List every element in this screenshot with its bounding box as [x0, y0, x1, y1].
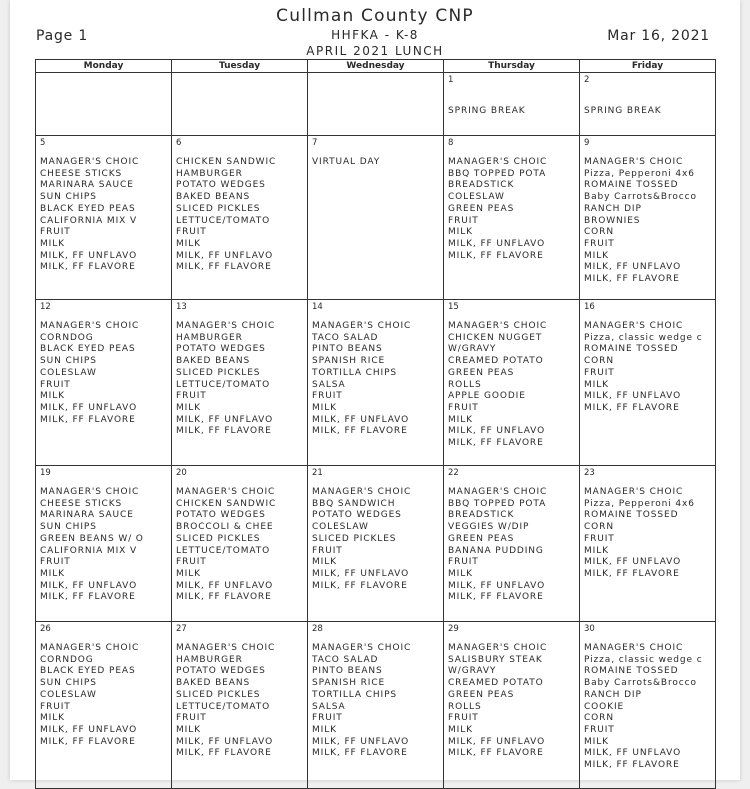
- menu-item: MILK, FF FLAVORE: [176, 262, 272, 273]
- menu-item: FRUIT: [176, 557, 207, 568]
- day-cell: [444, 73, 580, 136]
- menu-items: [312, 321, 443, 438]
- menu-item: GREEN PEAS: [448, 203, 515, 214]
- menu-item: MILK: [584, 379, 609, 390]
- menu-item: Baby Carrots&Brocco: [584, 678, 697, 689]
- menu-item: MILK, FF UNFLAVO: [312, 736, 410, 747]
- menu-item: MILK, FF FLAVORE: [40, 592, 136, 603]
- menu-item: BREADSTICK: [448, 180, 515, 191]
- day-cell: [580, 622, 716, 789]
- menu-item: SUN CHIPS: [40, 678, 97, 689]
- menu-item: MANAGER'S CHOIC: [312, 643, 412, 653]
- menu-item: CALIFORNIA MIX V: [40, 545, 138, 556]
- menu-item: VIRTUAL DAY: [312, 157, 381, 167]
- menu-item: SALISBURY STEAK: [448, 654, 543, 665]
- page-title: Cullman County CNP: [276, 6, 474, 26]
- menu-item: MILK, FF UNFLAVO: [448, 580, 546, 591]
- menu-item: MILK, FF FLAVORE: [40, 414, 136, 425]
- menu-items: [176, 643, 307, 760]
- menu-item: MILK, FF FLAVORE: [312, 426, 408, 437]
- program-subtitle: HHFKA - K-8: [331, 28, 419, 42]
- day-cell: [308, 300, 444, 466]
- menu-items: [584, 321, 715, 415]
- menu-items: [584, 94, 715, 117]
- menu-item: Pizza, Pepperoni 4x6: [584, 168, 695, 179]
- menu-item: HAMBURGER: [176, 332, 243, 343]
- menu-item: CREAMED POTATO: [448, 356, 544, 367]
- menu-items: [176, 321, 307, 438]
- day-cell: [172, 73, 308, 136]
- menu-item: MILK, FF FLAVORE: [40, 736, 136, 747]
- day-number: [40, 75, 171, 85]
- menu-item: ROLLS: [448, 701, 482, 712]
- menu-item: FRUIT: [584, 533, 615, 544]
- menu-item: MILK, FF FLAVORE: [312, 748, 408, 759]
- day-number: 16: [584, 302, 595, 312]
- menu-item: MILK, FF UNFLAVO: [176, 736, 274, 747]
- menu-item: COLESLAW: [312, 522, 369, 533]
- menu-item: SPRING BREAK: [584, 105, 662, 116]
- day-cell: [580, 300, 716, 466]
- menu-item: MILK: [448, 568, 473, 579]
- menu-item: FRUIT: [40, 557, 71, 568]
- menu-item: BREADSTICK: [448, 510, 515, 521]
- menu-item: FRUIT: [176, 391, 207, 402]
- menu-subtitle: APRIL 2021 LUNCH: [306, 44, 444, 58]
- day-cell: [444, 136, 580, 300]
- menu-item: TORTILLA CHIPS: [312, 689, 398, 700]
- menu-item: BAKED BEANS: [176, 356, 251, 367]
- day-cell: [36, 622, 172, 789]
- menu-item: MILK: [176, 238, 201, 249]
- menu-item: MILK, FF UNFLAVO: [448, 426, 546, 437]
- menu-item: Pizza, Pepperoni 4x6: [584, 498, 695, 509]
- weekday-header: Tuesday: [172, 60, 308, 73]
- menu-item: SLICED PICKLES: [176, 689, 261, 700]
- week-row: [36, 300, 716, 466]
- weekday-header: Monday: [36, 60, 172, 73]
- menu-item: COLESLAW: [448, 192, 505, 203]
- menu-item: MANAGER'S CHOIC: [448, 157, 548, 167]
- day-cell: [444, 466, 580, 622]
- menu-item: MILK, FF UNFLAVO: [584, 557, 682, 568]
- menu-items: [448, 643, 579, 760]
- menu-item: BANANA PUDDING: [448, 545, 544, 556]
- menu-item: W/GRAVY: [448, 344, 497, 355]
- menu-item: FRUIT: [312, 391, 343, 402]
- day-cell: [172, 300, 308, 466]
- menu-item: APPLE GOODIE: [448, 391, 526, 402]
- menu-items: [448, 487, 579, 604]
- menu-item: MANAGER'S CHOIC: [176, 487, 276, 497]
- menu-item: MILK, FF FLAVORE: [584, 274, 680, 285]
- menu-item: CORNDOG: [40, 332, 94, 343]
- day-cell: [308, 73, 444, 136]
- day-cell: [444, 622, 580, 789]
- menu-item: MANAGER'S CHOIC: [584, 157, 684, 167]
- menu-item: W/GRAVY: [448, 666, 497, 677]
- menu-item: SPRING BREAK: [448, 105, 526, 116]
- menu-item: MILK: [40, 238, 65, 249]
- menu-item: MILK, FF FLAVORE: [40, 262, 136, 273]
- menu-item: SUN CHIPS: [40, 522, 97, 533]
- menu-item: TACO SALAD: [312, 654, 379, 665]
- menu-items: [448, 157, 579, 262]
- menu-item: LETTUCE/TOMATO: [176, 701, 271, 712]
- menu-item: GREEN PEAS: [448, 367, 515, 378]
- menu-item: FRUIT: [40, 379, 71, 390]
- menu-item: VEGGIES W/DIP: [448, 522, 530, 533]
- menu-item: CHEESE STICKS: [40, 498, 123, 509]
- menu-item: MILK, FF UNFLAVO: [584, 262, 682, 273]
- menu-item: [584, 94, 715, 106]
- menu-item: SPANISH RICE: [312, 356, 386, 367]
- menu-item: LETTUCE/TOMATO: [176, 379, 271, 390]
- menu-item: FRUIT: [312, 713, 343, 724]
- menu-item: TORTILLA CHIPS: [312, 367, 398, 378]
- day-number: 6: [176, 138, 182, 148]
- week-row: [36, 622, 716, 789]
- day-number: 22: [448, 468, 459, 478]
- menu-item: ROMAINE TOSSED: [584, 180, 679, 191]
- week-row: [36, 73, 716, 136]
- menu-item: TACO SALAD: [312, 332, 379, 343]
- menu-item: Pizza, classic wedge c: [584, 654, 703, 665]
- menu-item: BBQ TOPPED POTA: [448, 498, 547, 509]
- calendar-grid: [35, 59, 716, 789]
- menu-item: MILK, FF UNFLAVO: [176, 250, 274, 261]
- weekday-header: Thursday: [444, 60, 580, 73]
- day-number: 26: [40, 624, 51, 634]
- menu-page: [10, 0, 740, 780]
- day-cell: [172, 622, 308, 789]
- menu-item: Baby Carrots&Brocco: [584, 192, 697, 203]
- day-number: 20: [176, 468, 187, 478]
- day-cell: [308, 622, 444, 789]
- menu-item: CHICKEN NUGGET: [448, 332, 543, 343]
- menu-item: MILK, FF FLAVORE: [448, 438, 544, 449]
- day-cell: [36, 73, 172, 136]
- menu-item: GREEN PEAS: [448, 689, 515, 700]
- menu-item: GREEN BEANS W/ O: [40, 533, 144, 544]
- menu-item: FRUIT: [448, 557, 479, 568]
- menu-item: MILK: [584, 545, 609, 556]
- menu-item: MILK: [584, 736, 609, 747]
- weekday-header: Friday: [580, 60, 716, 73]
- menu-item: MILK, FF FLAVORE: [176, 592, 272, 603]
- menu-items: [40, 643, 171, 748]
- menu-item: SLICED PICKLES: [312, 533, 397, 544]
- menu-item: RANCH DIP: [584, 203, 642, 214]
- menu-item: FRUIT: [448, 215, 479, 226]
- day-number: 2: [584, 75, 590, 85]
- menu-item: FRUIT: [40, 227, 71, 238]
- menu-item: MILK: [584, 250, 609, 261]
- day-cell: [308, 136, 444, 300]
- menu-item: COLESLAW: [40, 367, 97, 378]
- menu-item: FRUIT: [584, 367, 615, 378]
- day-number: 14: [312, 302, 323, 312]
- menu-item: FRUIT: [584, 724, 615, 735]
- menu-item: BLACK EYED PEAS: [40, 344, 136, 355]
- menu-item: MANAGER'S CHOIC: [312, 487, 412, 497]
- menu-item: FRUIT: [176, 227, 207, 238]
- menu-item: COOKIE: [584, 701, 625, 712]
- menu-item: MILK, FF FLAVORE: [584, 402, 680, 413]
- menu-item: ROLLS: [448, 379, 482, 390]
- menu-items: [176, 487, 307, 604]
- menu-item: BLACK EYED PEAS: [40, 203, 136, 214]
- menu-item: MILK, FF UNFLAVO: [584, 748, 682, 759]
- day-cell: [580, 466, 716, 622]
- day-cell: [308, 466, 444, 622]
- menu-items: [40, 157, 171, 274]
- menu-item: HAMBURGER: [176, 168, 243, 179]
- menu-item: POTATO WEDGES: [176, 344, 266, 355]
- menu-item: SLICED PICKLES: [176, 367, 261, 378]
- menu-item: MILK: [176, 724, 201, 735]
- day-number: 19: [40, 468, 51, 478]
- menu-item: SLICED PICKLES: [176, 533, 261, 544]
- menu-item: MANAGER'S CHOIC: [448, 643, 548, 653]
- menu-item: CALIFORNIA MIX V: [40, 215, 138, 226]
- menu-item: LETTUCE/TOMATO: [176, 545, 271, 556]
- menu-item: CORN: [584, 227, 614, 238]
- menu-item: MILK, FF UNFLAVO: [40, 250, 138, 261]
- menu-item: MILK, FF UNFLAVO: [40, 580, 138, 591]
- menu-item: MILK: [448, 227, 473, 238]
- day-cell: [580, 136, 716, 300]
- menu-item: BAKED BEANS: [176, 192, 251, 203]
- menu-item: POTATO WEDGES: [176, 666, 266, 677]
- menu-item: MILK: [40, 568, 65, 579]
- day-number: 1: [448, 75, 454, 85]
- menu-item: FRUIT: [448, 402, 479, 413]
- day-number: 27: [176, 624, 187, 634]
- menu-items: [312, 157, 443, 169]
- menu-item: MILK, FF UNFLAVO: [448, 238, 546, 249]
- menu-item: MILK, FF FLAVORE: [176, 426, 272, 437]
- menu-item: MILK, FF UNFLAVO: [176, 414, 274, 425]
- day-number: [312, 75, 443, 85]
- menu-item: MILK, FF UNFLAVO: [176, 580, 274, 591]
- menu-item: GREEN PEAS: [448, 533, 515, 544]
- menu-item: CHEESE STICKS: [40, 168, 123, 179]
- menu-items: [448, 321, 579, 450]
- menu-item: BBQ SANDWICH: [312, 498, 396, 509]
- day-cell: [36, 136, 172, 300]
- menu-item: MILK, FF FLAVORE: [448, 748, 544, 759]
- menu-item: CORN: [584, 522, 614, 533]
- day-cell: [172, 136, 308, 300]
- menu-items: [176, 157, 307, 274]
- menu-item: ROMAINE TOSSED: [584, 510, 679, 521]
- page-number: Page 1: [36, 28, 89, 44]
- menu-item: HAMBURGER: [176, 654, 243, 665]
- menu-item: MANAGER'S CHOIC: [448, 321, 548, 331]
- menu-items: [584, 487, 715, 581]
- menu-item: BROWNIES: [584, 215, 641, 226]
- menu-item: CHICKEN SANDWIC: [176, 498, 277, 509]
- menu-item: PINTO BEANS: [312, 666, 383, 677]
- menu-item: BBQ TOPPED POTA: [448, 168, 547, 179]
- menu-item: SUN CHIPS: [40, 356, 97, 367]
- day-number: 7: [312, 138, 318, 148]
- menu-item: BAKED BEANS: [176, 678, 251, 689]
- menu-item: FRUIT: [448, 713, 479, 724]
- menu-item: SALSA: [312, 379, 346, 390]
- menu-items: [584, 643, 715, 772]
- menu-item: MANAGER'S CHOIC: [584, 643, 684, 653]
- menu-item: ROMAINE TOSSED: [584, 666, 679, 677]
- menu-item: MILK, FF FLAVORE: [176, 748, 272, 759]
- day-cell: [36, 466, 172, 622]
- menu-item: MANAGER'S CHOIC: [40, 643, 140, 653]
- menu-item: MANAGER'S CHOIC: [584, 321, 684, 331]
- day-number: [176, 75, 307, 85]
- menu-item: PINTO BEANS: [312, 344, 383, 355]
- menu-item: MANAGER'S CHOIC: [40, 487, 140, 497]
- menu-item: SLICED PICKLES: [176, 203, 261, 214]
- day-cell: [444, 300, 580, 466]
- week-row: [36, 466, 716, 622]
- menu-items: [448, 94, 579, 117]
- menu-items: [312, 487, 443, 592]
- menu-item: SALSA: [312, 701, 346, 712]
- menu-items: [312, 643, 443, 760]
- menu-item: MILK, FF FLAVORE: [584, 568, 680, 579]
- menu-item: RANCH DIP: [584, 689, 642, 700]
- day-number: 13: [176, 302, 187, 312]
- menu-item: MANAGER'S CHOIC: [448, 487, 548, 497]
- day-number: 28: [312, 624, 323, 634]
- menu-item: MILK: [312, 724, 337, 735]
- menu-item: MANAGER'S CHOIC: [312, 321, 412, 331]
- menu-item: FRUIT: [584, 238, 615, 249]
- menu-items: [40, 487, 171, 604]
- menu-item: FRUIT: [40, 701, 71, 712]
- menu-item: MILK: [448, 724, 473, 735]
- menu-item: MILK: [448, 414, 473, 425]
- menu-items: [40, 321, 171, 426]
- menu-item: CORN: [584, 356, 614, 367]
- menu-item: MARINARA SAUCE: [40, 180, 134, 191]
- week-row: [36, 136, 716, 300]
- weekday-header: Wednesday: [308, 60, 444, 73]
- menu-item: MANAGER'S CHOIC: [176, 321, 276, 331]
- day-number: 29: [448, 624, 459, 634]
- menu-item: COLESLAW: [40, 689, 97, 700]
- menu-item: MILK, FF FLAVORE: [312, 580, 408, 591]
- menu-item: MILK: [176, 568, 201, 579]
- day-number: 12: [40, 302, 51, 312]
- day-number: 5: [40, 138, 46, 148]
- menu-item: MILK, FF UNFLAVO: [448, 736, 546, 747]
- day-cell: [580, 73, 716, 136]
- day-cell: [36, 300, 172, 466]
- menu-item: CREAMED POTATO: [448, 678, 544, 689]
- menu-item: MILK: [312, 557, 337, 568]
- day-number: 23: [584, 468, 595, 478]
- menu-item: Pizza, classic wedge c: [584, 332, 703, 343]
- menu-item: MILK: [312, 402, 337, 413]
- menu-item: FRUIT: [312, 545, 343, 556]
- menu-item: POTATO WEDGES: [176, 180, 266, 191]
- menu-item: MILK, FF FLAVORE: [448, 250, 544, 261]
- day-number: 21: [312, 468, 323, 478]
- day-cell: [172, 466, 308, 622]
- menu-item: MARINARA SAUCE: [40, 510, 134, 521]
- menu-item: SPANISH RICE: [312, 678, 386, 689]
- menu-item: MILK: [40, 391, 65, 402]
- menu-item: MILK, FF UNFLAVO: [312, 568, 410, 579]
- menu-item: CORN: [584, 713, 614, 724]
- menu-item: FRUIT: [176, 713, 207, 724]
- menu-item: MILK, FF FLAVORE: [584, 760, 680, 771]
- menu-item: ROMAINE TOSSED: [584, 344, 679, 355]
- weekday-header-row: [36, 60, 716, 73]
- menu-item: MANAGER'S CHOIC: [176, 643, 276, 653]
- menu-item: POTATO WEDGES: [176, 510, 266, 521]
- menu-item: MILK: [176, 402, 201, 413]
- menu-item: POTATO WEDGES: [312, 510, 402, 521]
- menu-item: MILK, FF FLAVORE: [448, 592, 544, 603]
- menu-item: MANAGER'S CHOIC: [584, 487, 684, 497]
- menu-item: MANAGER'S CHOIC: [40, 321, 140, 331]
- menu-item: CORNDOG: [40, 654, 94, 665]
- menu-item: BLACK EYED PEAS: [40, 666, 136, 677]
- menu-item: BROCCOLI & CHEE: [176, 522, 274, 533]
- menu-item: MILK, FF UNFLAVO: [40, 402, 138, 413]
- day-number: 15: [448, 302, 459, 312]
- menu-item: MILK, FF UNFLAVO: [312, 414, 410, 425]
- day-number: 8: [448, 138, 454, 148]
- day-number: 30: [584, 624, 595, 634]
- menu-item: SUN CHIPS: [40, 192, 97, 203]
- menu-item: MILK, FF UNFLAVO: [584, 391, 682, 402]
- day-number: 9: [584, 138, 590, 148]
- menu-items: [584, 157, 715, 286]
- menu-item: MANAGER'S CHOIC: [40, 157, 140, 167]
- menu-item: MILK, FF UNFLAVO: [40, 724, 138, 735]
- menu-item: CHICKEN SANDWIC: [176, 157, 277, 167]
- menu-item: [448, 94, 579, 106]
- print-date: Mar 16, 2021: [607, 28, 710, 44]
- menu-item: MILK: [40, 713, 65, 724]
- menu-item: LETTUCE/TOMATO: [176, 215, 271, 226]
